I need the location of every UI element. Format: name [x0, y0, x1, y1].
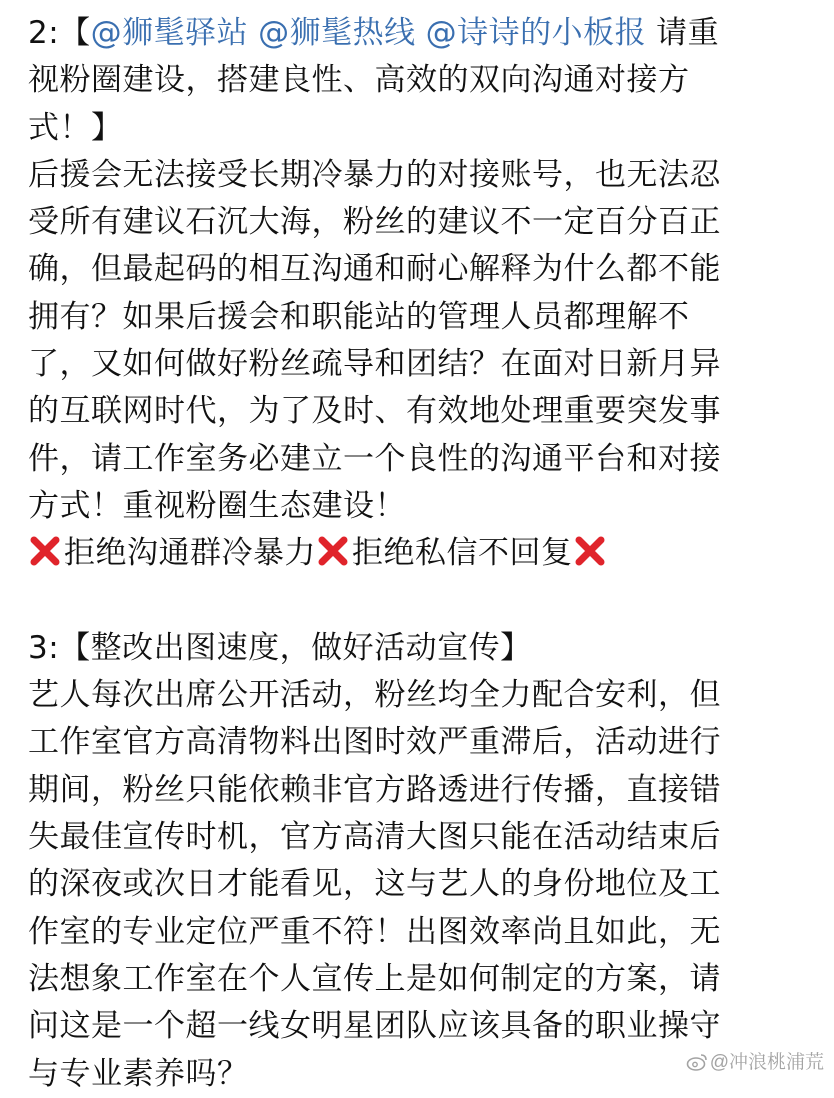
section2-body-line: 方式！重视粉圈生态建设！: [28, 487, 406, 524]
section2-slogan: [28, 530, 808, 577]
watermark-text: @冲浪桃浦荒: [709, 1052, 824, 1073]
cross-mark-icon: [573, 534, 607, 568]
cross-mark-icon: [28, 534, 62, 568]
section2-body-line: 确，但最起码的相互沟通和耐心解释为什么都不能: [28, 251, 721, 288]
weibo-logo-icon: [686, 1053, 708, 1071]
section2-heading-line2: 视粉圈建设，搭建良性、高效的双向沟通对接方: [28, 62, 690, 99]
section3-body-line: 工作室官方高清物料出图时效严重滞后，活动进行: [28, 724, 721, 761]
slogan-text: 拒绝私信不回复: [352, 535, 573, 572]
section3-body-line: 法想象工作室在个人宣传上是如何制定的方案，请: [28, 960, 721, 997]
section3-heading: 3:【整改出图速度，做好活动宣传】: [28, 629, 532, 666]
section3-body-line: 问这是一个超一线女明星团队应该具备的职业操守: [28, 1008, 721, 1045]
section3-body-line: 艺人每次出席公开活动，粉丝均全力配合安利，但: [28, 677, 721, 714]
section3-body-line: 失最佳宣传时机，官方高清大图只能在活动结束后: [28, 819, 721, 856]
weibo-watermark: [686, 1047, 824, 1074]
section2-body-line: 拥有？如果后援会和职能站的管理人员都理解不: [28, 298, 690, 335]
mention-link[interactable]: @狮髦驿站: [90, 15, 249, 51]
section2-heading-tail: 请重: [656, 15, 720, 51]
section2-body-line: 了，又如何做好粉丝疏导和团结？在面对日新月异: [28, 346, 721, 383]
section3-body-line: 的深夜或次日才能看见，这与艺人的身份地位及工: [28, 866, 721, 903]
section2-body-line: 后援会无法接受长期冷暴力的对接账号，也无法忍: [28, 156, 721, 193]
mention-link[interactable]: @狮髦热线: [258, 15, 416, 51]
post-text: [28, 10, 808, 1098]
section2-body-line: 件，请工作室务必建立一个良性的沟通平台和对接: [28, 440, 721, 477]
paragraph-gap: [28, 578, 808, 625]
section3-body-line: 与专业素养吗？: [28, 1055, 249, 1092]
section3-body-line: 作室的专业定位严重不符！出图效率尚且如此，无: [28, 913, 721, 950]
section3-body-line: 期间，粉丝只能依赖非官方路透进行传播，直接错: [28, 771, 721, 808]
section2-prefix: 2:【: [28, 15, 91, 51]
cross-mark-icon: [316, 534, 350, 568]
section2-heading-line1: [28, 10, 808, 57]
section2-heading-line3: 式！】: [28, 109, 123, 146]
section2-body-line: 的互联网时代，为了及时、有效地处理重要突发事: [28, 393, 721, 430]
mention-link[interactable]: @诗诗的小板报: [425, 15, 647, 51]
section2-body-line: 受所有建议石沉大海，粉丝的建议不一定百分百正: [28, 204, 721, 241]
slogan-text: 拒绝沟通群冷暴力: [64, 535, 316, 572]
